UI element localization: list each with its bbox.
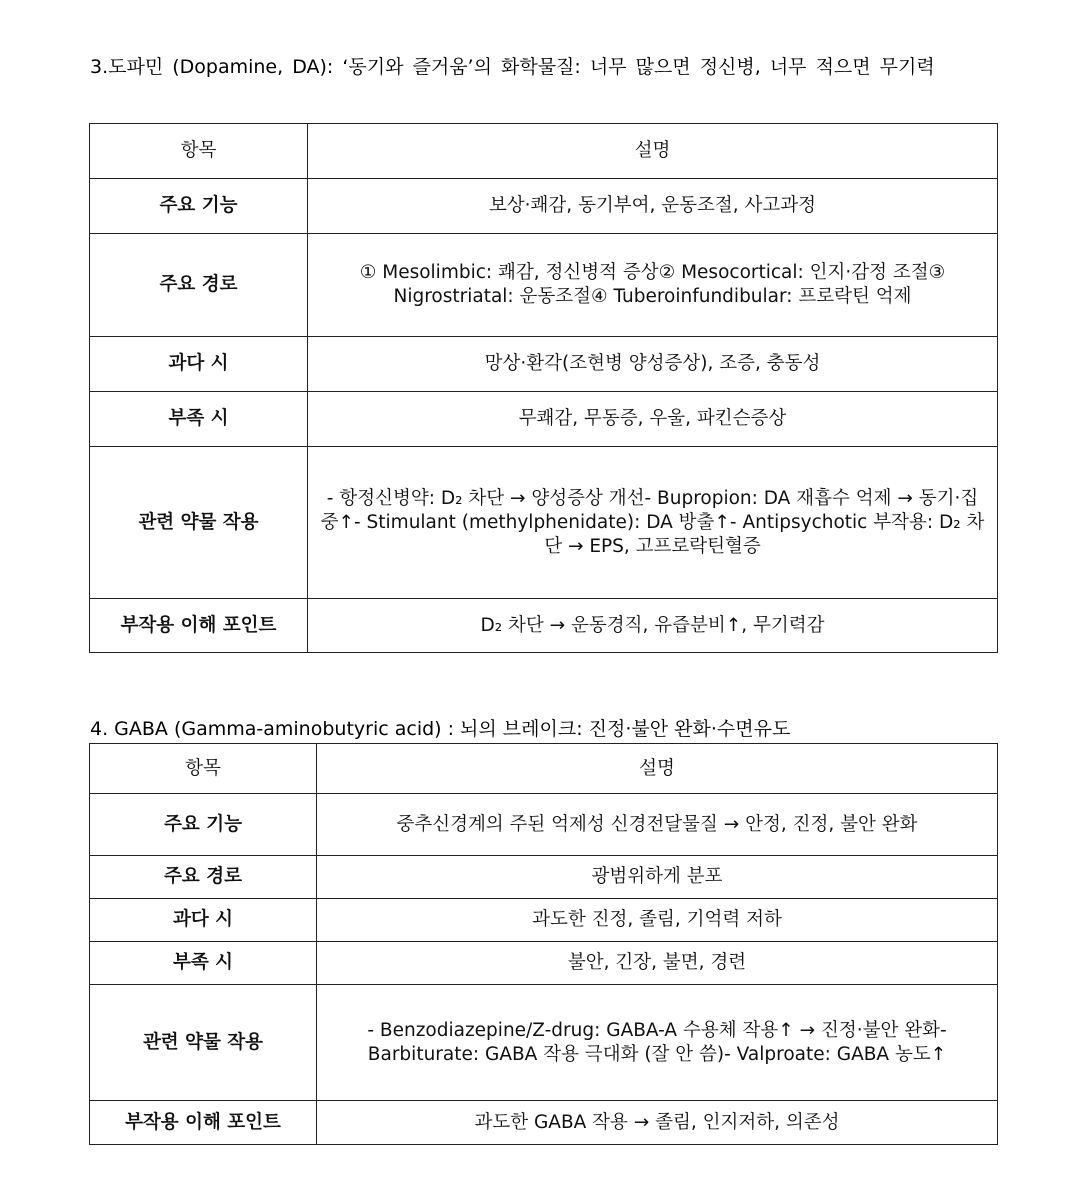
table-row: [90, 794, 998, 856]
row-label: 주요 경로: [90, 234, 308, 337]
row-description: 보상·쾌감, 동기부여, 운동조절, 사고과정: [308, 179, 998, 234]
column-header-description: 설명: [317, 744, 998, 794]
row-description: 과도한 GABA 작용 → 졸림, 인지저하, 의존성: [317, 1101, 998, 1145]
table-row: [90, 899, 998, 942]
row-label: 관련 약물 작용: [90, 447, 308, 599]
table-row: [90, 392, 998, 447]
row-description: - Benzodiazepine/Z-drug: GABA-A 수용체 작용↑ → 진정·불안 완화- Barbiturate: GABA 작용 극대화 (잘 안 씀)- Valproate: GABA 농도↑: [317, 985, 998, 1101]
table-header-row: [90, 744, 998, 794]
section-heading-gaba: 4. GABA (Gamma-aminobutyric acid) : 뇌의 브레이크: 진정·불안 완화·수면유도: [90, 718, 791, 740]
table-row: [90, 985, 998, 1101]
table-header-row: [90, 124, 998, 179]
row-description: 불안, 긴장, 불면, 경련: [317, 942, 998, 985]
row-description: 망상·환각(조현병 양성증상), 조증, 충동성: [308, 337, 998, 392]
table-row: [90, 447, 998, 599]
row-description: D₂ 차단 → 운동경직, 유즙분비↑, 무기력감: [308, 599, 998, 653]
row-label: 과다 시: [90, 899, 317, 942]
row-label: 부작용 이해 포인트: [90, 1101, 317, 1145]
row-description: - 항정신병약: D₂ 차단 → 양성증상 개선- Bupropion: DA 재흡수 억제 → 동기·집중↑- Stimulant (methylphenidate): DA 방출↑- Antipsychotic 부작용: D₂ 차단 → EPS, 고프로락틴혈증: [308, 447, 998, 599]
row-label: 주요 기능: [90, 179, 308, 234]
row-label: 부족 시: [90, 942, 317, 985]
row-label: 과다 시: [90, 337, 308, 392]
column-header-item: 항목: [90, 744, 317, 794]
table-row: [90, 599, 998, 653]
row-description: 광범위하게 분포: [317, 856, 998, 899]
row-description: 무쾌감, 무동증, 우울, 파킨슨증상: [308, 392, 998, 447]
table-row: [90, 942, 998, 985]
table-row: [90, 337, 998, 392]
gaba-table: [89, 743, 998, 1145]
row-description: 과도한 진정, 졸림, 기억력 저하: [317, 899, 998, 942]
column-header-description: 설명: [308, 124, 998, 179]
row-description: ① Mesolimbic: 쾌감, 정신병적 증상② Mesocortical: 인지·감정 조절③ Nigrostriatal: 운동조절④ Tuberoinfundibular: 프로락틴 억제: [308, 234, 998, 337]
table-row: [90, 856, 998, 899]
row-label: 관련 약물 작용: [90, 985, 317, 1101]
row-label: 주요 경로: [90, 856, 317, 899]
dopamine-table: [89, 123, 998, 653]
table-row: [90, 1101, 998, 1145]
row-description: 중추신경계의 주된 억제성 신경전달물질 → 안정, 진정, 불안 완화: [317, 794, 998, 856]
table-row: [90, 179, 998, 234]
row-label: 주요 기능: [90, 794, 317, 856]
table-row: [90, 234, 998, 337]
row-label: 부작용 이해 포인트: [90, 599, 308, 653]
section-heading-dopamine: 3.도파민 (Dopamine, DA): ‘동기와 즐거움’의 화학물질: 너무 많으면 정신병, 너무 적으면 무기력: [90, 56, 935, 78]
row-label: 부족 시: [90, 392, 308, 447]
column-header-item: 항목: [90, 124, 308, 179]
